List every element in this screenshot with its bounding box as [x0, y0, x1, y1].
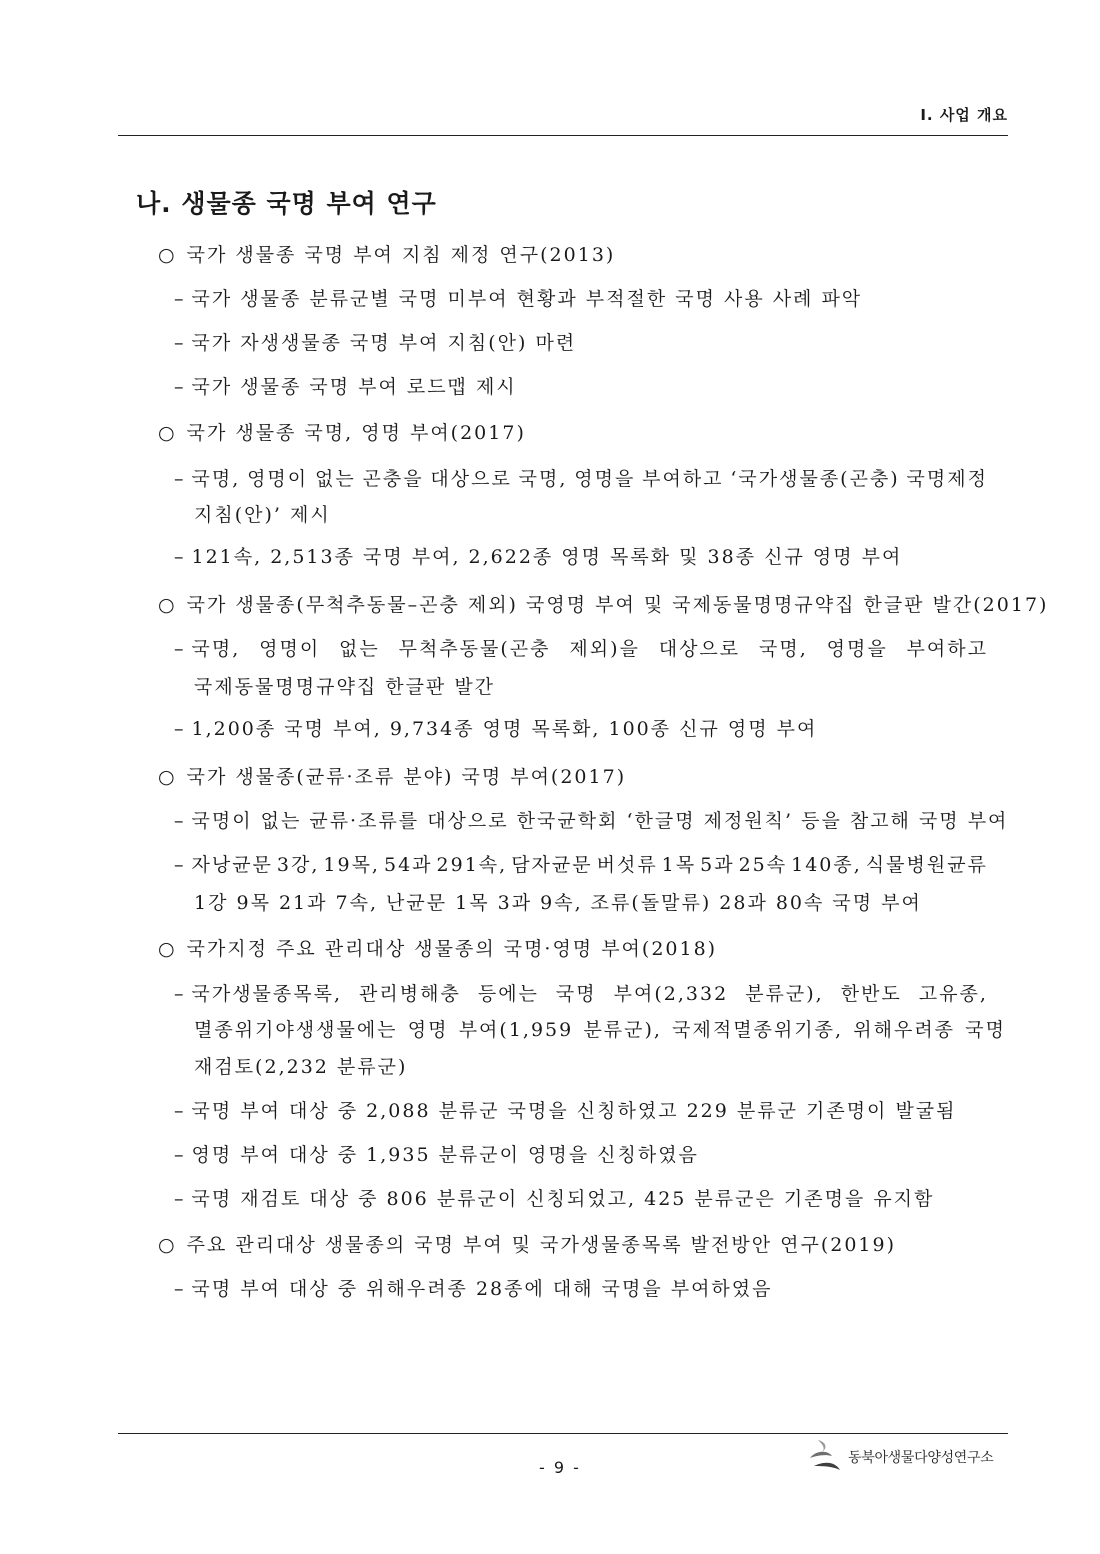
word: 국명,: [191, 638, 241, 660]
sub-item-line: [174, 1102, 957, 1121]
dash-bullet-icon: –: [174, 332, 186, 354]
word: 부여(1,959: [458, 1019, 574, 1041]
dash-bullet-icon: –: [174, 468, 186, 490]
bullet-item: [158, 940, 717, 959]
dash-bullet-icon: –: [174, 1100, 186, 1122]
word: 담자균문: [511, 854, 593, 876]
dash-bullet-icon: –: [174, 718, 186, 740]
dash-bullet-icon: –: [174, 288, 186, 310]
sub-item-line: [174, 985, 988, 1004]
word: 19목,: [323, 854, 380, 876]
bullet-item: [158, 1236, 896, 1255]
sub-item-text: 국제동물명명규약집 한글판 발간: [194, 676, 496, 698]
sub-item-line: [174, 720, 817, 739]
page-number: - 9 -: [539, 1458, 581, 1477]
bullet-heading: 국가 생물종 국명, 영명 부여(2017): [186, 422, 526, 444]
dash-bullet-icon: –: [174, 1144, 186, 1166]
dash-bullet-icon: –: [174, 1188, 186, 1210]
word: 국제적멸종위기종,: [672, 1019, 844, 1041]
sub-item-line: [174, 334, 576, 353]
sub-item-line: [174, 1190, 934, 1209]
dash-bullet-icon: –: [174, 376, 186, 398]
leaf-logo-icon: [806, 1436, 846, 1476]
sub-item-line: [174, 470, 988, 489]
sub-item-text: 영명 부여 대상 중 1,935 분류군이 영명을 신칭하였음: [191, 1144, 699, 1166]
sub-item-text: 국명 재검토 대상 중 806 분류군이 신칭되었고, 425 분류군은 기존명을 유지함: [191, 1188, 935, 1210]
word: 분류군),: [745, 983, 824, 1005]
word: 부여하고: [906, 638, 988, 660]
word: 국명: [965, 1019, 1006, 1041]
word: ‘국가생물종(곤충): [730, 468, 900, 490]
circle-bullet-icon: ○: [158, 594, 177, 616]
word: 등에는: [477, 983, 539, 1005]
word: 25속: [738, 854, 788, 876]
sub-item-text: [192, 856, 989, 875]
circle-bullet-icon: ○: [158, 1234, 177, 1256]
word: 국명,: [518, 468, 568, 490]
word: 식물병원균류: [865, 854, 988, 876]
word: 대상으로: [658, 638, 741, 660]
dash-bullet-icon: –: [174, 546, 186, 568]
sub-item-line: [174, 640, 988, 659]
dash-bullet-icon: –: [174, 810, 186, 832]
bullet-heading: 국가 생물종 국명 부여 지침 제정 연구(2013): [186, 244, 616, 266]
word: 부여하고: [642, 468, 724, 490]
word: 없는: [339, 638, 380, 660]
bullet-item: [158, 596, 1048, 615]
word: 관리병해충: [359, 983, 461, 1005]
bullet-item: [158, 768, 626, 787]
circle-bullet-icon: ○: [158, 766, 177, 788]
sub-item-text: 1,200종 국명 부여, 9,734종 영명 목록화, 100종 신규 영명 부여: [191, 718, 818, 740]
word: 없는: [314, 468, 356, 490]
word: 부여(2,332: [613, 983, 729, 1005]
sub-item-text: 국명이 없는 균류·조류를 대상으로 한국균학회 ‘한글명 제정원칙’ 등을 참고해 국명 부여: [191, 810, 1009, 832]
word: 54과: [383, 854, 433, 876]
sub-item-text: 국가 생물종 국명 부여 로드맵 제시: [191, 376, 517, 398]
sub-item-text: [192, 985, 989, 1004]
sub-item-text: 국가 자생생물종 국명 부여 지침(안) 마련: [191, 332, 577, 354]
word: 국명,: [191, 468, 241, 490]
sub-item-line: [174, 548, 902, 567]
word: 대상으로: [430, 468, 512, 490]
organization-logo: [806, 1436, 1016, 1476]
dash-bullet-icon: –: [174, 638, 186, 660]
word: 140종,: [791, 854, 862, 876]
bullet-heading: 국가 생물종(균류·조류 분야) 국명 부여(2017): [186, 766, 627, 788]
sub-item-text: 121속, 2,513종 국명 부여, 2,622종 영명 목록화 및 38종 신규 영명 부여: [191, 546, 903, 568]
word: 국가생물종목록,: [191, 983, 343, 1005]
word: 한반도: [840, 983, 902, 1005]
bullet-item: [158, 424, 526, 443]
bullet-heading: 국가지정 주요 관리대상 생물종의 국명·영명 부여(2018): [186, 938, 718, 960]
sub-item-text: 재검토(2,232 분류군): [194, 1056, 408, 1078]
sub-item-line: [194, 506, 331, 525]
sub-item-text: 지침(안)’ 제시: [194, 504, 331, 526]
word: 영명이: [259, 638, 321, 660]
word: 고유종,: [918, 983, 988, 1005]
dash-bullet-icon: –: [174, 1278, 186, 1300]
bullet-heading: 국가 생물종(무척추동물–곤충 제외) 국영명 부여 및 국제동물명명규약집 한글판 발간(2017): [186, 594, 1049, 616]
sub-item-text: [192, 470, 989, 489]
word: 위해우려종: [853, 1019, 956, 1041]
dash-bullet-icon: –: [174, 854, 186, 876]
word: 영명: [407, 1019, 449, 1041]
word: 5과: [700, 854, 735, 876]
word: 영명을: [574, 468, 636, 490]
sub-item-line: [194, 678, 495, 697]
sub-item-line: [174, 1146, 699, 1165]
sub-item-line: [174, 378, 517, 397]
sub-item-text: 국가 생물종 분류군별 국명 미부여 현황과 부적절한 국명 사용 사례 파악: [191, 288, 863, 310]
sub-item-text: 국명 부여 대상 중 위해우려종 28종에 대해 국명을 부여하였음: [191, 1278, 773, 1300]
dash-bullet-icon: –: [174, 983, 186, 1005]
word: 멸종위기야생생물에는: [194, 1019, 398, 1041]
footer-divider: [118, 1433, 1008, 1434]
word: 영명이: [247, 468, 309, 490]
word: 버섯류: [596, 854, 658, 876]
sub-item-text: [192, 640, 989, 659]
word: 291속,: [436, 854, 508, 876]
word: 국명,: [759, 638, 808, 660]
bullet-item: [158, 246, 615, 265]
sub-item-text: [194, 1021, 1006, 1040]
bullet-heading: 주요 관리대상 생물종의 국명 부여 및 국가생물종목록 발전방안 연구(2019): [186, 1234, 897, 1256]
word: 1목: [661, 854, 697, 876]
sub-item-line: [194, 1058, 407, 1077]
circle-bullet-icon: ○: [158, 244, 177, 266]
sub-item-line: [174, 290, 862, 309]
sub-item-line: [174, 856, 988, 875]
running-header: Ⅰ. 사업 개요: [920, 106, 1008, 124]
word: 영명을: [826, 638, 888, 660]
sub-item-text: 국명 부여 대상 중 2,088 분류군 국명을 신칭하였고 229 분류군 기존명이 발굴됨: [191, 1100, 957, 1122]
word: 분류군),: [583, 1019, 662, 1041]
word: 국명제정: [906, 468, 988, 490]
word: 자낭균문: [191, 854, 273, 876]
sub-item-line: [174, 1280, 773, 1299]
word: 곤충을: [362, 468, 424, 490]
circle-bullet-icon: ○: [158, 938, 177, 960]
sub-item-line: [174, 812, 1008, 831]
word: 제외)을: [569, 638, 640, 660]
sub-item-line: [194, 894, 922, 913]
sub-item-line: [194, 1021, 1006, 1040]
organization-name: 동북아생물다양성연구소: [848, 1450, 994, 1466]
section-title: 나. 생물종 국명 부여 연구: [136, 189, 437, 218]
sub-item-text: 1강 9목 21과 7속, 난균문 1목 3과 9속, 조류(돌말류) 28과 80속 국명 부여: [194, 892, 922, 914]
word: 국명: [555, 983, 597, 1005]
word: 무척추동물(곤충: [398, 638, 551, 660]
circle-bullet-icon: ○: [158, 422, 177, 444]
word: 3강,: [276, 854, 320, 876]
